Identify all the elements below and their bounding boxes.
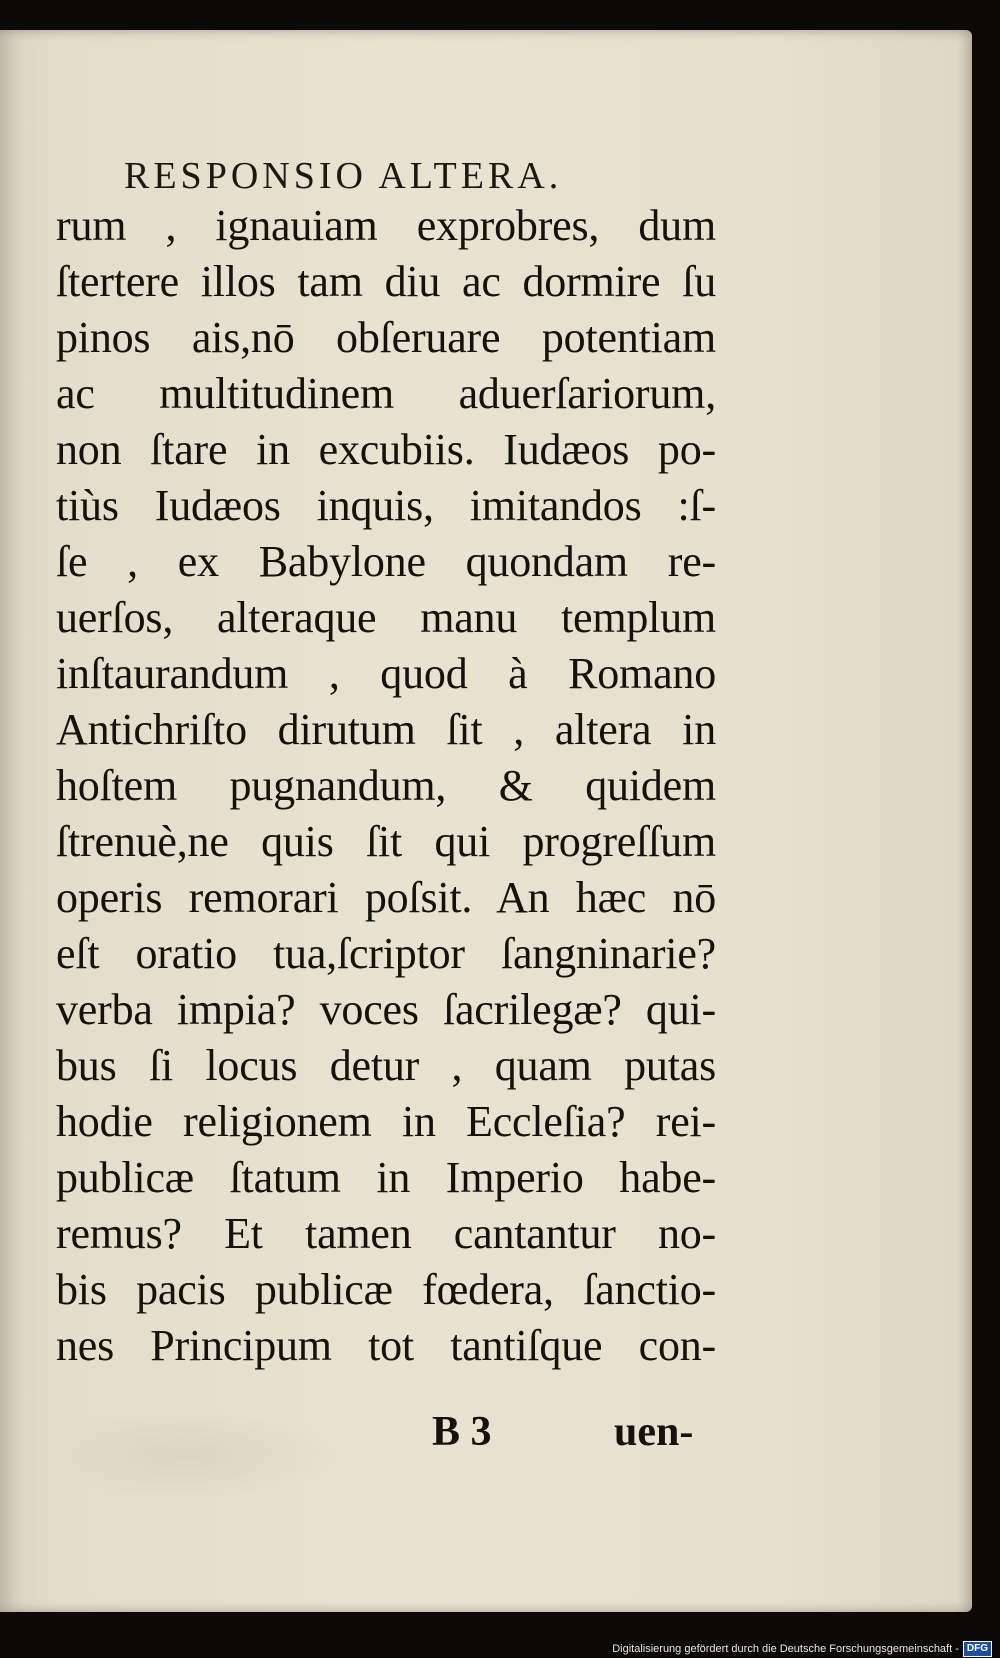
text-line: tiùs Iudæos inquis, imitandos :ſ- bbox=[56, 481, 716, 530]
text-line: hodie religionem in Eccleſia? rei- bbox=[56, 1097, 716, 1146]
text-line: eſt oratio tua,ſcriptor ſangninarie? bbox=[56, 929, 716, 978]
running-head: RESPONSIO ALTERA. bbox=[124, 155, 563, 197]
text-line: ſtrenuè,ne quis ſit qui progreſſum bbox=[56, 817, 716, 866]
text-line: publicæ ſtatum in Imperio habe- bbox=[56, 1153, 716, 1202]
dfg-logo: DFG bbox=[963, 1641, 992, 1657]
text-line: remus? Et tamen cantantur no- bbox=[56, 1209, 716, 1258]
text-line: nes Principum tot tantiſque con- bbox=[56, 1321, 716, 1370]
text-line: rum , ignauiam exprobres, dum bbox=[56, 201, 716, 250]
text-line: hoſtem pugnandum, & quidem bbox=[56, 761, 716, 810]
body-text bbox=[56, 198, 716, 1374]
signature-mark: B 3 bbox=[432, 1409, 492, 1455]
text-line: ſtertere illos tam diu ac dormire ſu bbox=[56, 257, 716, 306]
text-line: verba impia? voces ſacrilegæ? qui- bbox=[56, 985, 716, 1034]
digitization-credit bbox=[612, 1640, 992, 1658]
text-line: inſtaurandum , quod à Romano bbox=[56, 649, 716, 698]
text-line: operis remorari poſsit. An hæc nō bbox=[56, 873, 716, 922]
text-line: pinos ais,nō obſeruare potentiam bbox=[56, 313, 716, 362]
text-line: bis pacis publicæ fœdera, ſanctio- bbox=[56, 1265, 716, 1314]
text-line: ſe , ex Babylone quondam re- bbox=[56, 537, 716, 586]
credit-text: Digitalisierung gefördert durch die Deutsche Forschungsgemeinschaft - bbox=[612, 1643, 959, 1655]
text-line: non ſtare in excubiis. Iudæos po- bbox=[56, 425, 716, 474]
text-line: ac multitudinem aduerſariorum, bbox=[56, 369, 716, 418]
text-line: uerſos, alteraque manu templum bbox=[56, 593, 716, 642]
paper-stain bbox=[40, 1410, 340, 1500]
catchword: uen- bbox=[614, 1409, 694, 1455]
text-line: bus ſi locus detur , quam putas bbox=[56, 1041, 716, 1090]
book-page bbox=[0, 30, 972, 1612]
text-line: Antichriſto dirutum ſit , altera in bbox=[56, 705, 716, 754]
